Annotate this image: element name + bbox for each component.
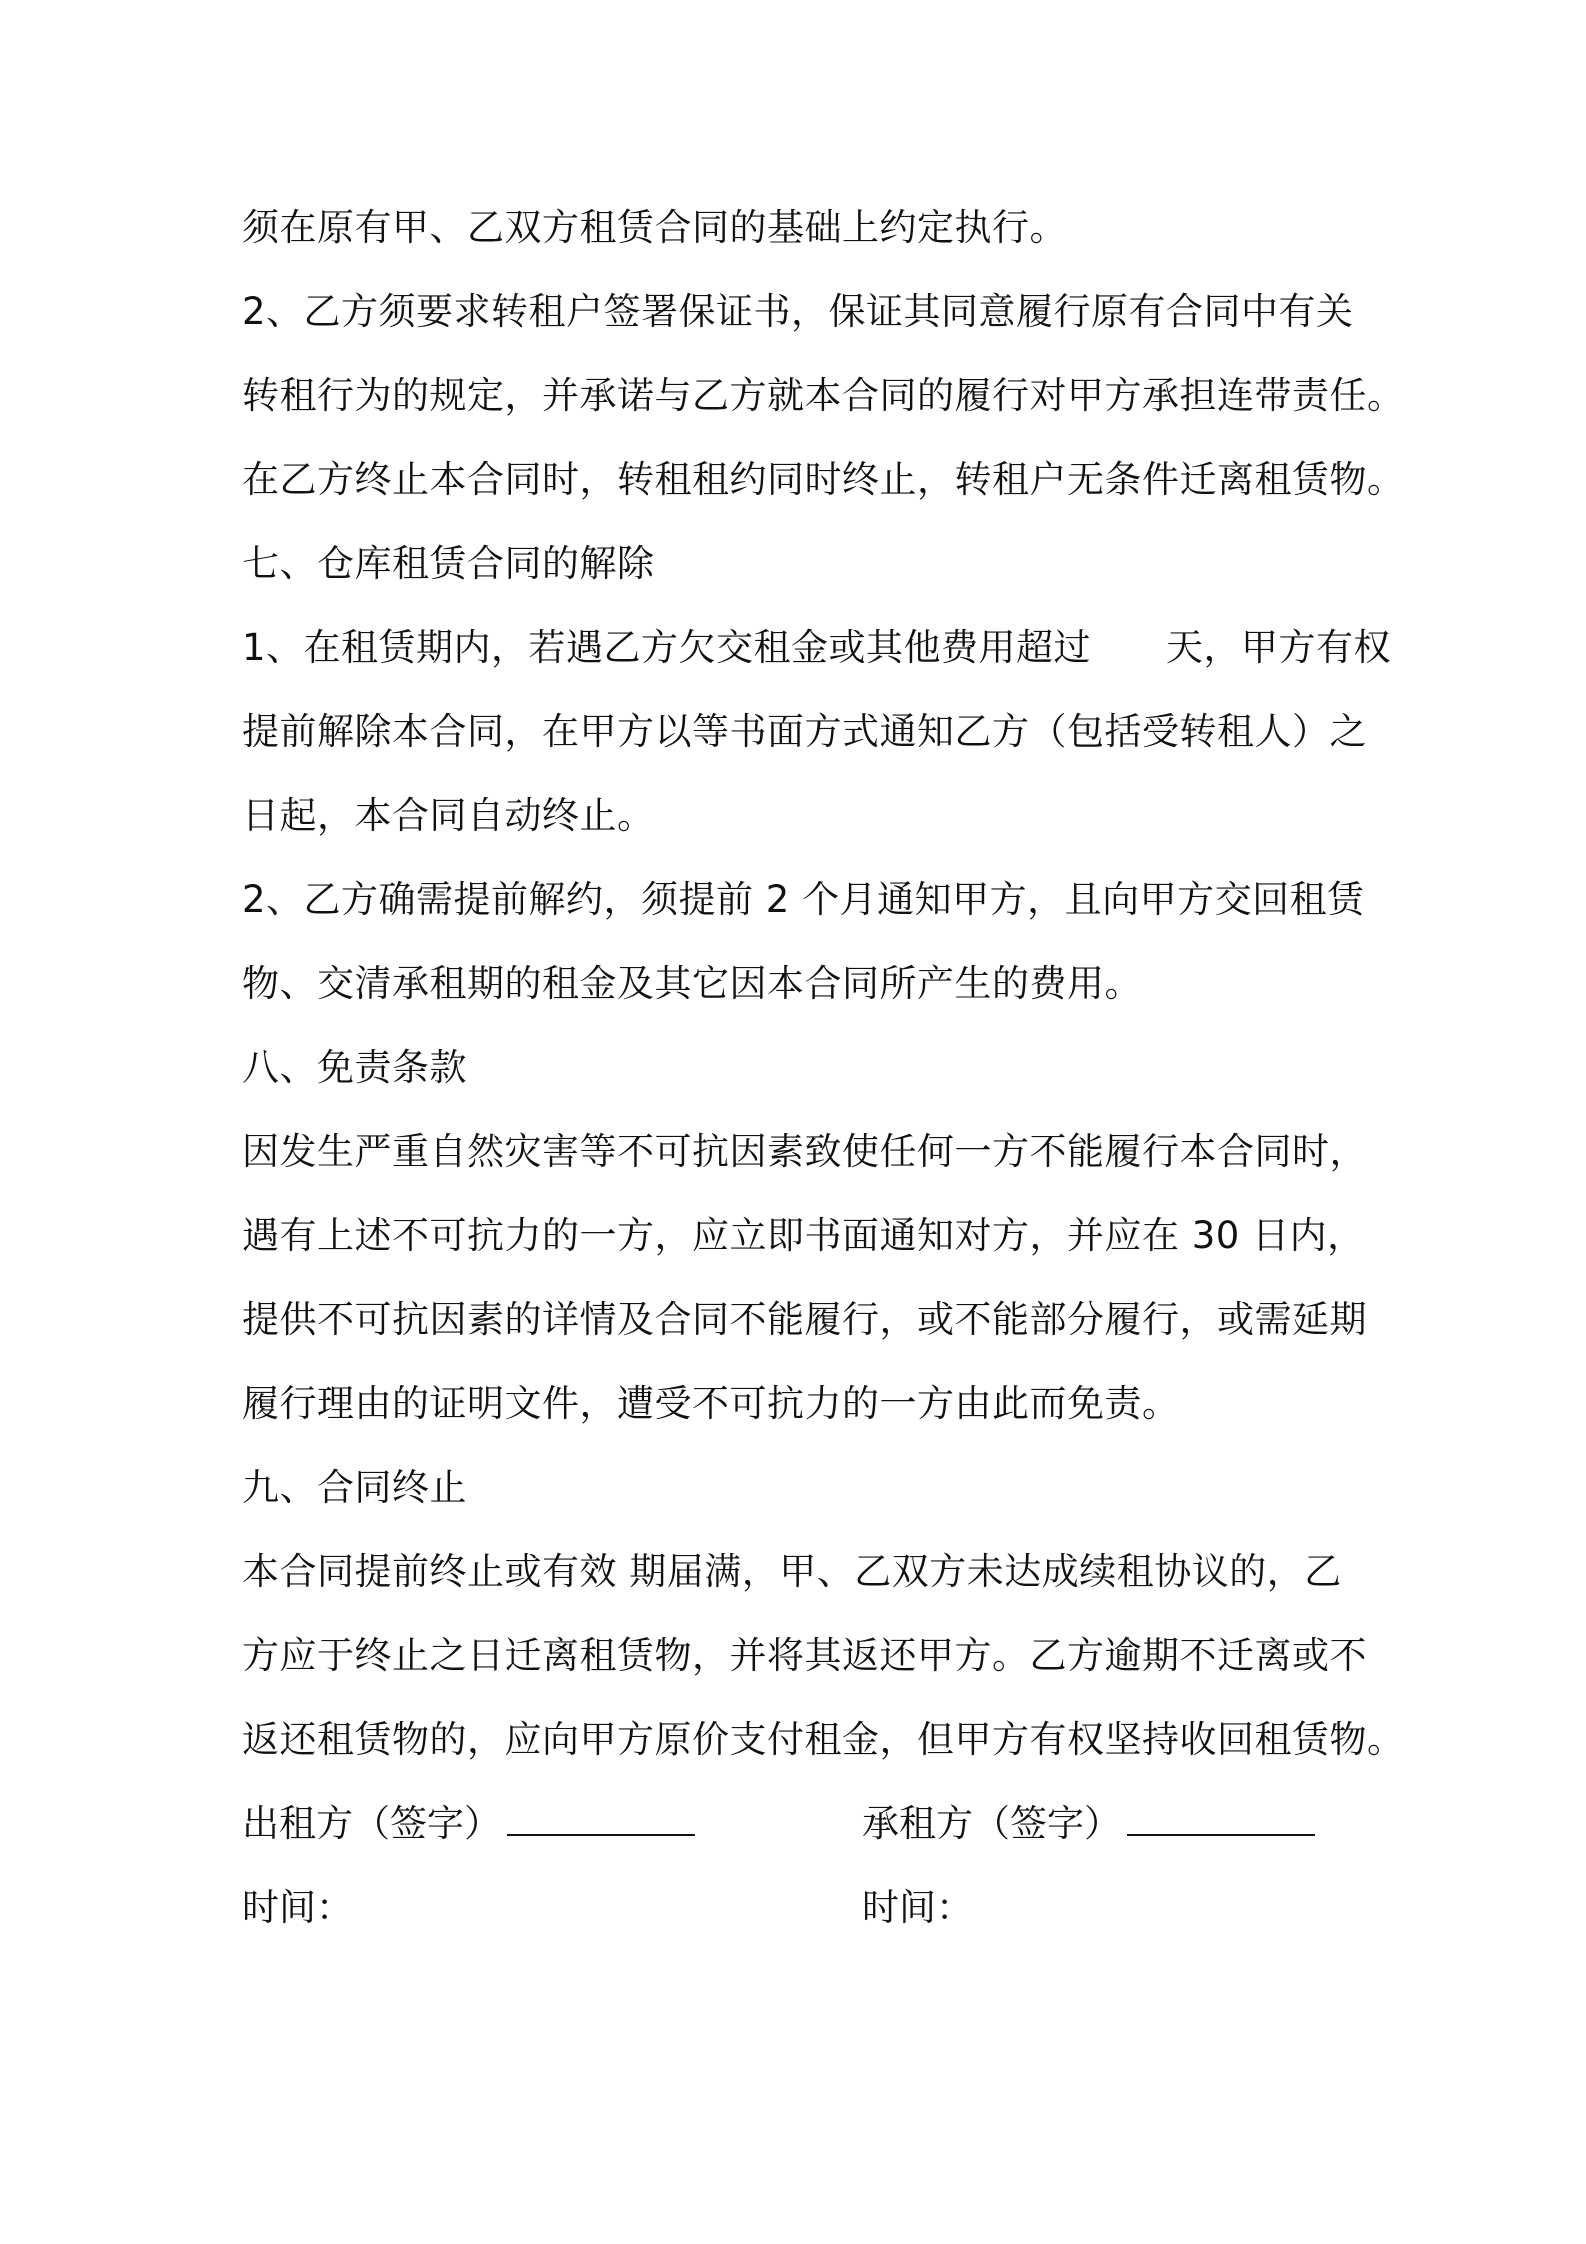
text-line: 遇有上述不可抗力的一方，应立即书面通知对方，并应在 30 日内， bbox=[242, 1214, 1365, 1257]
text-line: 提前解除本合同，在甲方以等书面方式通知乙方（包括受转租人）之 bbox=[242, 710, 1367, 753]
lessor-label: 出租方（签字） bbox=[242, 1802, 501, 1845]
section-heading: 七、仓库租赁合同的解除 bbox=[242, 542, 655, 585]
text-line: 本合同提前终止或有效 期届满，甲、乙双方未达成续租协议的，乙 bbox=[242, 1550, 1342, 1593]
text-line: 提供不可抗因素的详情及合同不能履行，或不能部分履行，或需延期 bbox=[242, 1298, 1367, 1341]
text-line: 2、乙方须要求转租户签署保证书，保证其同意履行原有合同中有关 bbox=[242, 290, 1354, 333]
time-label-right: 时间： bbox=[862, 1886, 973, 1929]
section-heading: 八、免责条款 bbox=[242, 1046, 467, 1089]
lessor-signature bbox=[242, 1799, 695, 1849]
lessee-signature-line bbox=[1127, 1804, 1315, 1836]
lessee-label: 承租方（签字） bbox=[862, 1802, 1121, 1845]
text-line: 履行理由的证明文件，遭受不可抗力的一方由此而免责。 bbox=[242, 1382, 1180, 1425]
text-line: 须在原有甲、乙双方租赁合同的基础上约定执行。 bbox=[242, 206, 1067, 249]
lessor-signature-line bbox=[507, 1804, 695, 1836]
text-line: 日起，本合同自动终止。 bbox=[242, 794, 655, 837]
text-line: 在乙方终止本合同时，转租租约同时终止，转租户无条件迁离租赁物。 bbox=[242, 458, 1405, 501]
text-line: 物、交清承租期的租金及其它因本合同所产生的费用。 bbox=[242, 962, 1142, 1005]
section-heading: 九、合同终止 bbox=[242, 1466, 467, 1509]
text-line: 2、乙方确需提前解约，须提前 2 个月通知甲方，且向甲方交回租赁 bbox=[242, 878, 1365, 921]
text-line: 1、在租赁期内，若遇乙方欠交租金或其他费用超过 天，甲方有权 bbox=[242, 626, 1392, 669]
text-line: 转租行为的规定，并承诺与乙方就本合同的履行对甲方承担连带责任。 bbox=[242, 374, 1405, 417]
text-line: 方应于终止之日迁离租赁物，并将其返还甲方。乙方逾期不迁离或不 bbox=[242, 1634, 1367, 1677]
lessee-signature bbox=[862, 1799, 1315, 1849]
text-line: 返还租赁物的，应向甲方原价支付租金，但甲方有权坚持收回租赁物。 bbox=[242, 1718, 1405, 1761]
text-line: 因发生严重自然灾害等不可抗因素致使任何一方不能履行本合同时， bbox=[242, 1130, 1367, 1173]
time-label-left: 时间： bbox=[242, 1886, 353, 1929]
